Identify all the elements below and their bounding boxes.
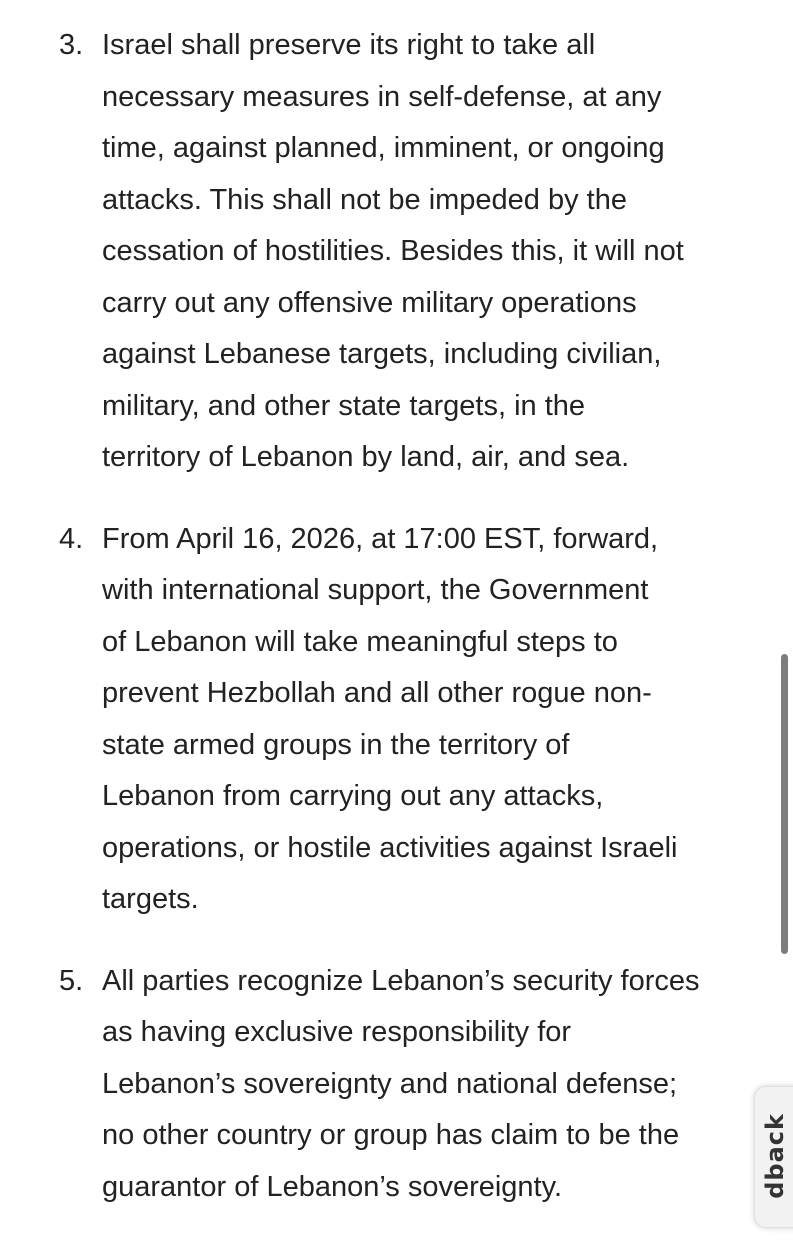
- document-content: [0, 20, 740, 1243]
- scrollbar-thumb[interactable]: [781, 654, 788, 954]
- list-item-text: All parties recognize Lebanon’s security forces as having exclusive responsibility for Lebanon’s sovereignty and national defense; no other country or group has claim to be the guarantor of Lebanon’s sovereignty.: [102, 964, 700, 1203]
- list-item-number: 3.: [59, 29, 84, 61]
- list-item: [0, 514, 740, 926]
- feedback-label: dback: [761, 1113, 789, 1199]
- feedback-button[interactable]: [754, 1086, 793, 1228]
- list-item-text: Israel shall preserve its right to take all necessary measures in self-defense, at any time, against planned, imminent, or ongoing attacks. This shall not be impeded by the cessation of hostilities. Besides this, it will not carry out any offensive military operations against Lebanese targets, including civilian, military, and other state targets, in the territory of Lebanon by land, air, and sea.: [102, 29, 684, 473]
- list-item: [0, 956, 740, 1214]
- list-item-text: From April 16, 2026, at 17:00 EST, forward, with international support, the Government of Lebanon will take meaningful steps to prevent Hezbollah and all other rogue non- state armed groups in the territory of Lebanon from carrying out any attacks, operations, or hostile activities against Israeli targets.: [102, 522, 678, 915]
- list-item-number: 4.: [59, 522, 84, 555]
- list-item: [0, 20, 740, 484]
- list-item-number: 5.: [59, 964, 84, 997]
